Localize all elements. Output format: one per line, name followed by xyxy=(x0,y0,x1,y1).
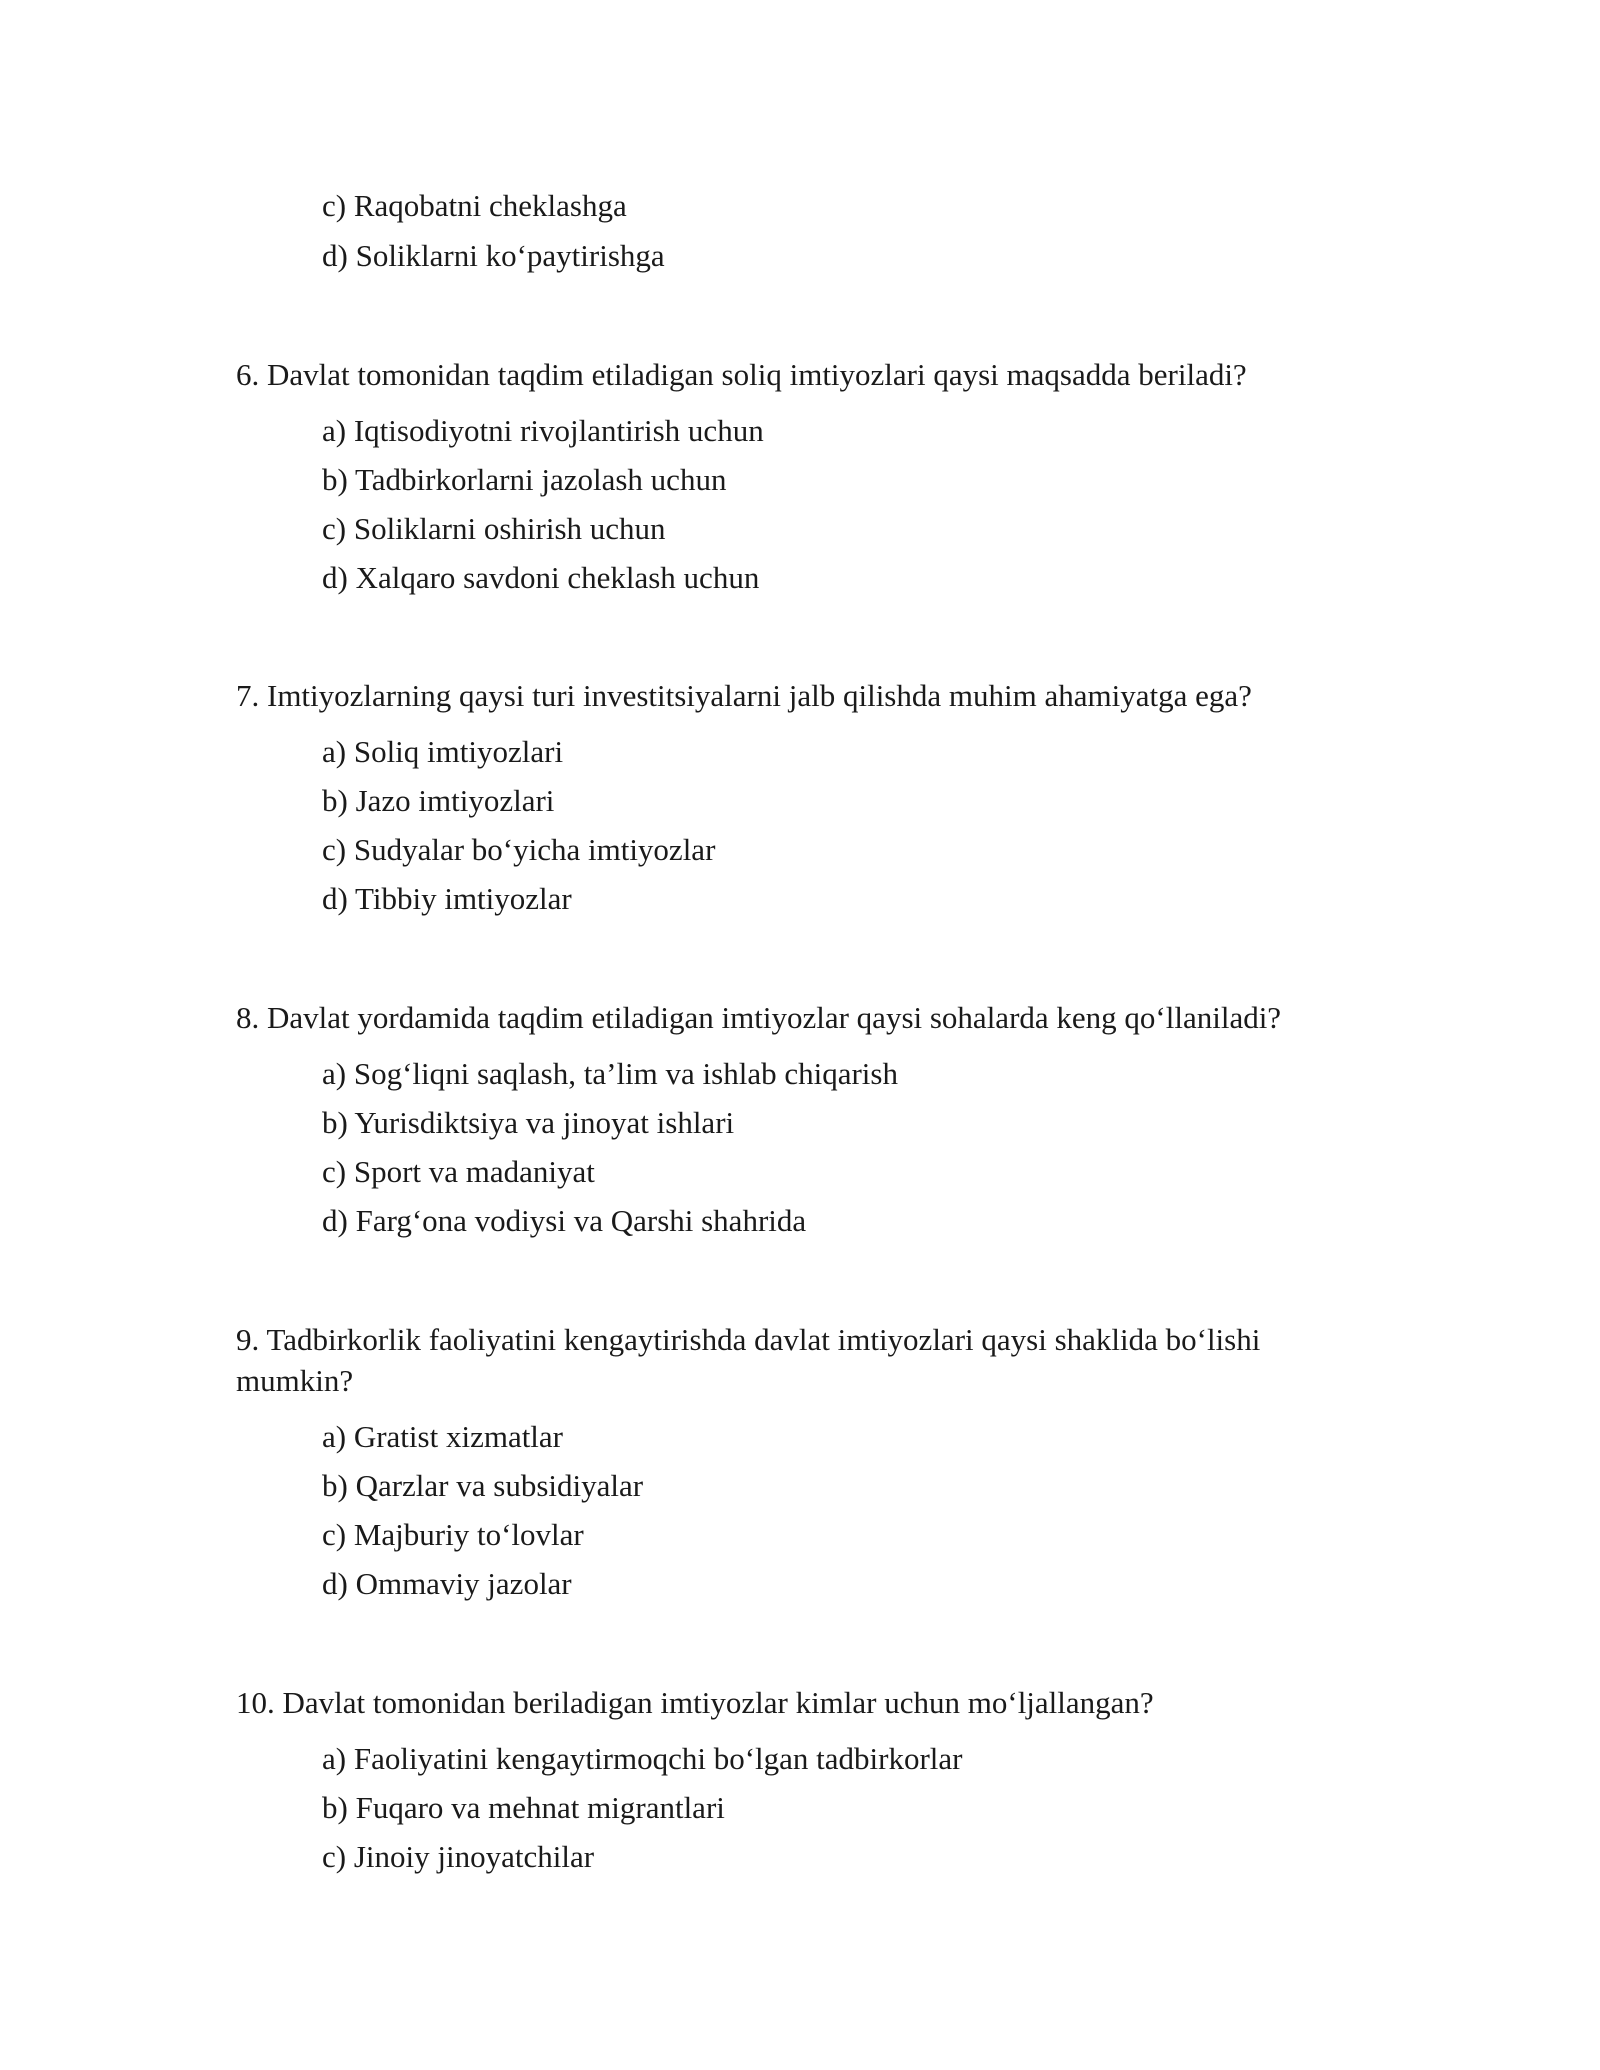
question-7-text: 7. Imtiyozlarning qaysi turi investitsiyalarni jalb qilishda muhim ahamiyatga ega? xyxy=(236,678,1252,713)
answer-option: a) Sogʻliqni saqlash, ta’lim va ishlab chiqarish xyxy=(322,1056,898,1091)
answer-option: c) Sudyalar boʻyicha imtiyozlar xyxy=(322,832,716,867)
answer-option: b) Fuqaro va mehnat migrantlari xyxy=(322,1790,725,1825)
question-9-text: 9. Tadbirkorlik faoliyatini kengaytirishda davlat imtiyozlari qaysi shaklida boʻlishi xyxy=(236,1322,1261,1357)
answer-option: a) Iqtisodiyotni rivojlantirish uchun xyxy=(322,413,764,448)
answer-option: a) Soliq imtiyozlari xyxy=(322,734,564,769)
answer-option: c) Jinoiy jinoyatchilar xyxy=(322,1839,595,1874)
answer-option: c) Majburiy toʻlovlar xyxy=(322,1517,584,1552)
answer-option: b) Qarzlar va subsidiyalar xyxy=(322,1468,644,1503)
answer-option: d) Ommaviy jazolar xyxy=(322,1566,572,1601)
answer-option: d) Soliklarni koʻpaytirishga xyxy=(322,238,665,273)
answer-option: b) Jazo imtiyozlari xyxy=(322,783,555,818)
answer-option: b) Tadbirkorlarni jazolash uchun xyxy=(322,462,727,497)
question-8-text: 8. Davlat yordamida taqdim etiladigan imtiyozlar qaysi sohalarda keng qoʻllaniladi? xyxy=(236,1000,1282,1035)
answer-option: d) Tibbiy imtiyozlar xyxy=(322,881,572,916)
answer-option: a) Faoliyatini kengaytirmoqchi boʻlgan tadbirkorlar xyxy=(322,1741,963,1776)
answer-option: b) Yurisdiktsiya va jinoyat ishlari xyxy=(322,1105,735,1140)
answer-option: d) Fargʻona vodiysi va Qarshi shahrida xyxy=(322,1203,807,1238)
answer-option: c) Soliklarni oshirish uchun xyxy=(322,511,666,546)
answer-option: a) Gratist xizmatlar xyxy=(322,1419,564,1454)
question-6-text: 6. Davlat tomonidan taqdim etiladigan soliq imtiyozlari qaysi maqsadda beriladi? xyxy=(236,357,1247,392)
answer-option: c) Sport va madaniyat xyxy=(322,1154,595,1189)
question-10-text: 10. Davlat tomonidan beriladigan imtiyozlar kimlar uchun moʻljallangan? xyxy=(236,1685,1154,1720)
answer-option: c) Raqobatni cheklashga xyxy=(322,188,627,223)
answer-option: d) Xalqaro savdoni cheklash uchun xyxy=(322,560,760,595)
question-9-text-continued: mumkin? xyxy=(236,1363,354,1398)
